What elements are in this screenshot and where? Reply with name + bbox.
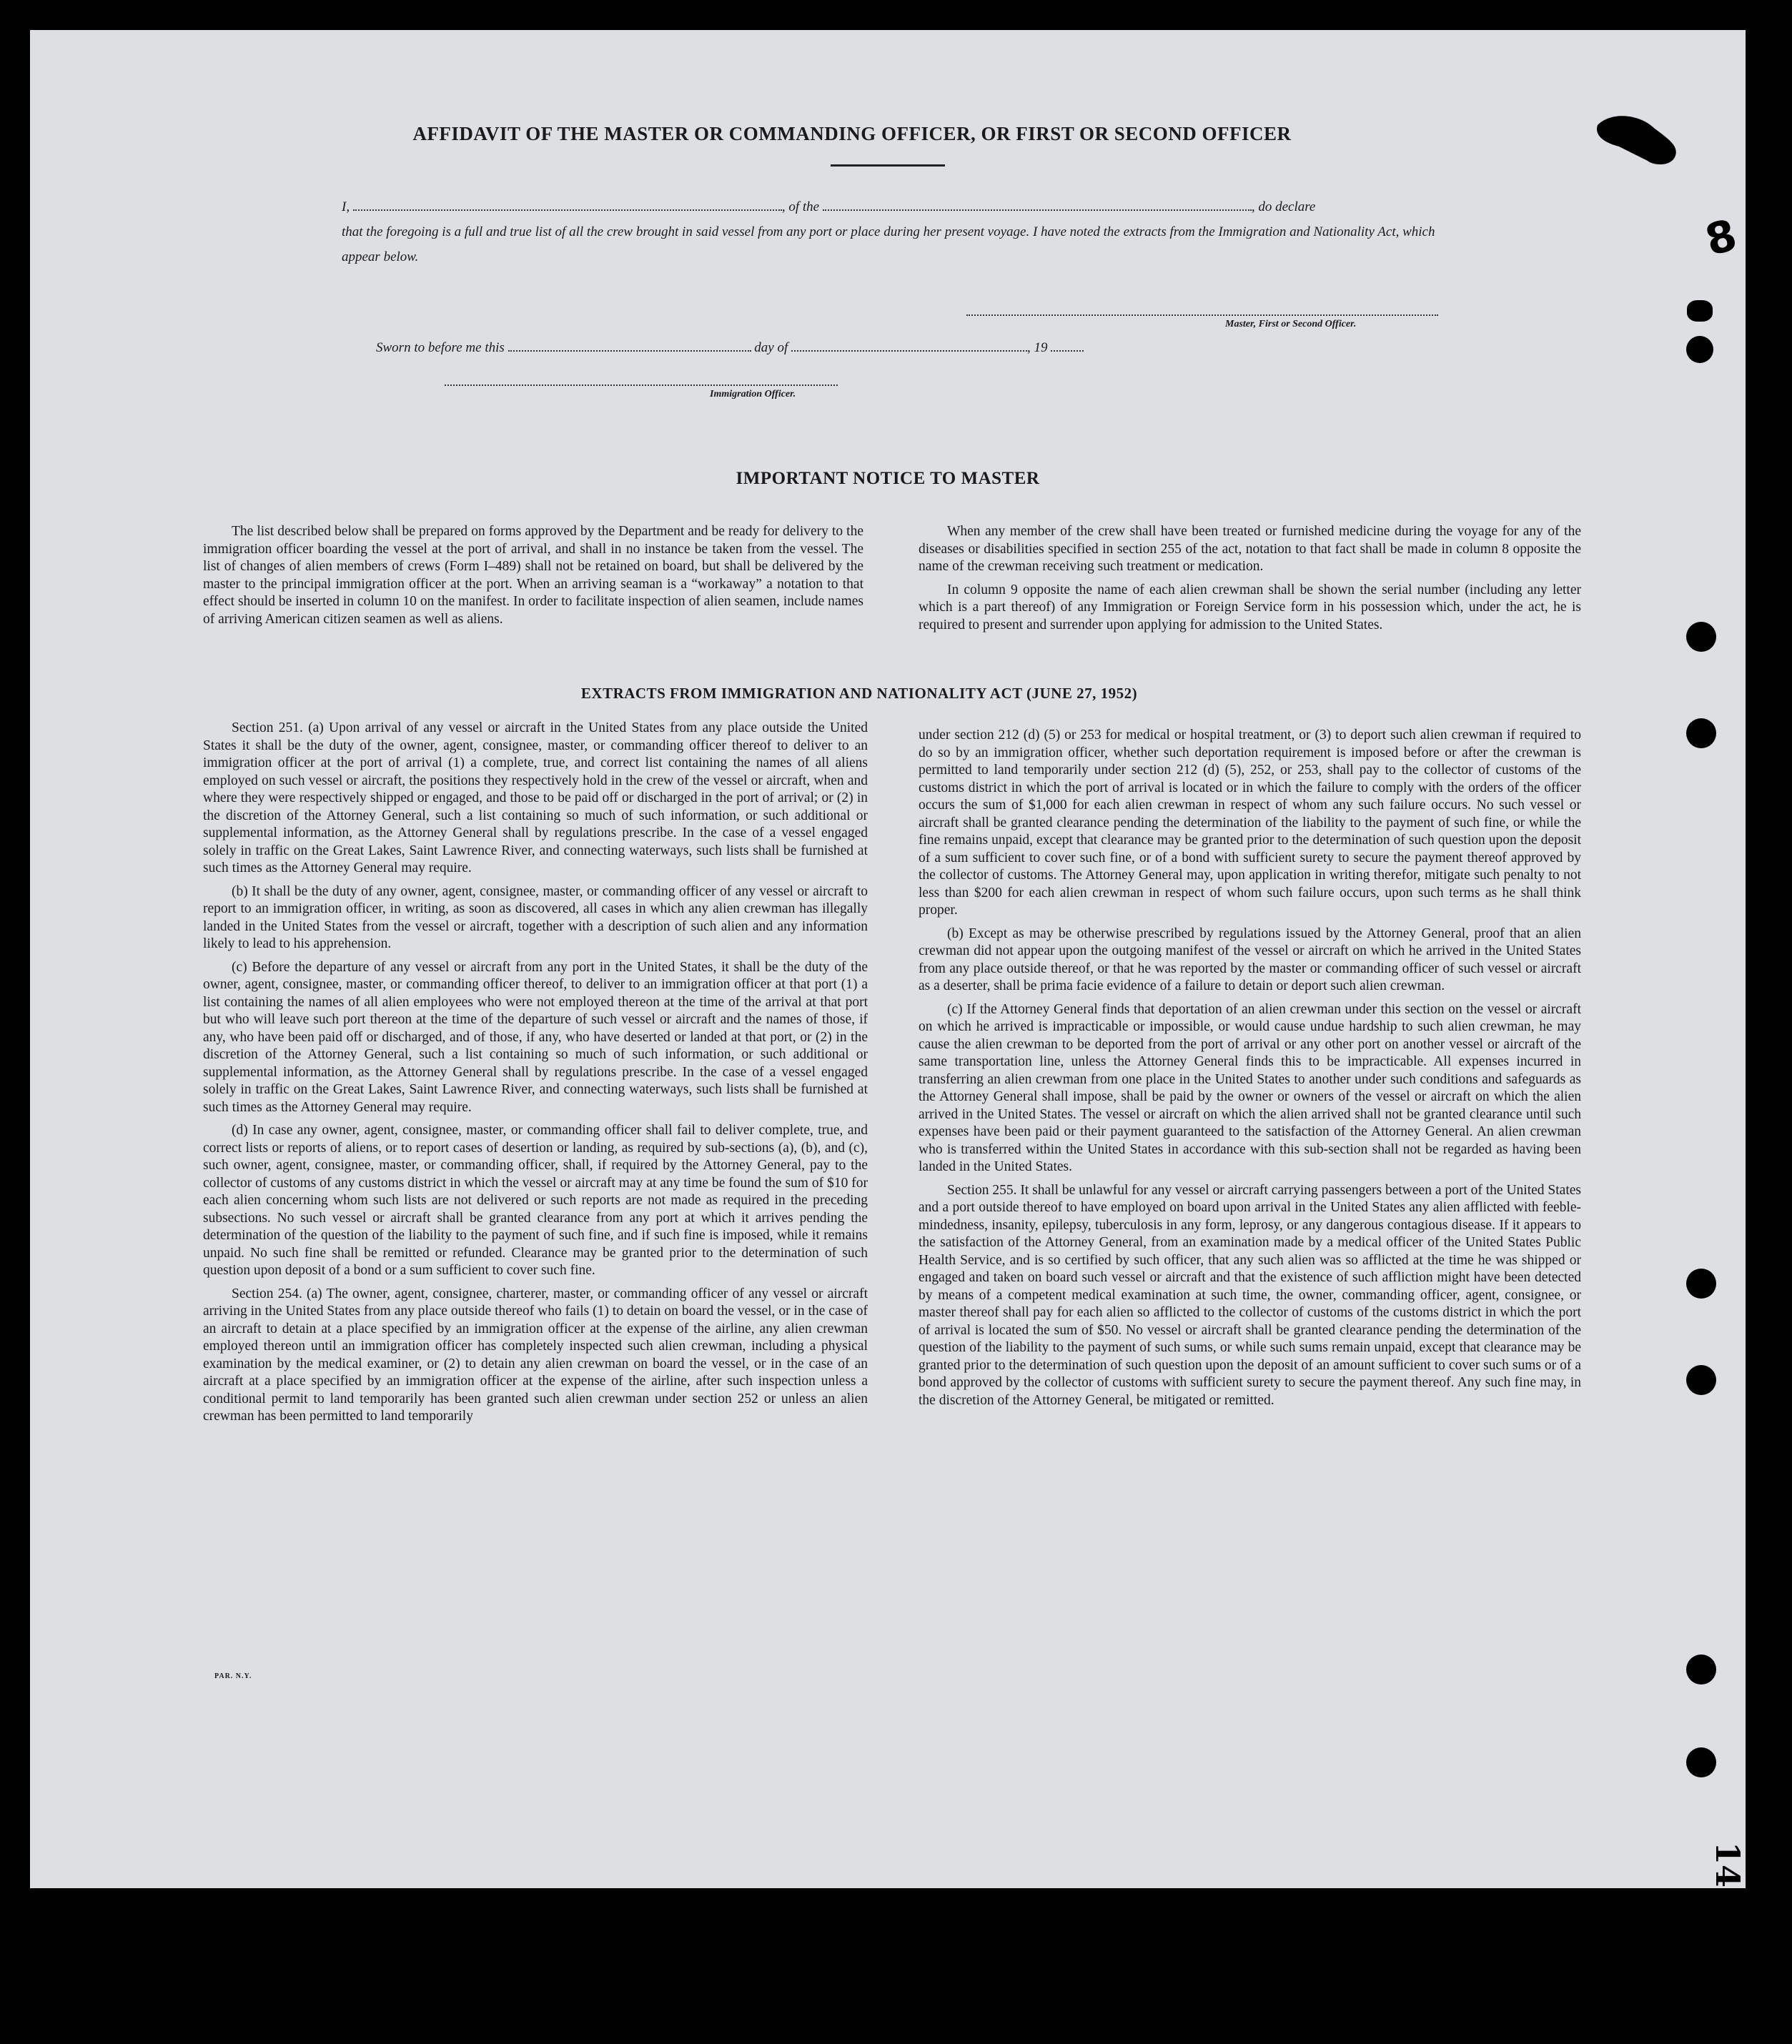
officer-signature-label: Immigration Officer. — [710, 389, 796, 400]
notice-title: IMPORTANT NOTICE TO MASTER — [736, 469, 1040, 488]
do-declare-label: , do declare — [1251, 199, 1316, 214]
vessel-field[interactable] — [823, 197, 1252, 211]
form-sheet — [30, 30, 1746, 1888]
extract-paragraph: (d) In case any owner, agent, consignee, master, or commanding officer shall fail to deliver complete, true, and correct lists or reports of aliens, or to report cases of desertion or landing, as required by sub-sections (a), (b), and (c), such owner, agent, consignee, master, or commanding officer, shall, if required by the Attorney General, pay to the collector of customs of any customs district in which the vessel or aircraft may at any time be found the sum of $10 for each alien concerning whom such lists are not delivered or such reports are not made as required in the preceding subsections. No such vessel or aircraft shall be granted clearance from any port at which it arrives pending the determination of the question of the liability to the payment of such fine, and if such fine is imposed, while it remains unpaid. No such fine shall be remitted or refunded. Clearance may be granted prior to the determination of such question upon deposit of a bond or a sum sufficient to cover such fine. — [203, 1123, 868, 1278]
sworn-year-field[interactable] — [1051, 337, 1084, 352]
extract-paragraph: (b) It shall be the duty of any owner, agent, consignee, master, or commanding officer of any vessel or aircraft to report to an immigration officer, in writing, as soon as discovered, all cases in which any alien crewman has illegally landed in the United States from the vessel or aircraft, together with a description of such alien and any information likely to lead to his apprehension. — [203, 883, 868, 951]
affidavit-title: AFFIDAVIT OF THE MASTER OR COMMANDING OFFICER, OR FIRST OR SECOND OFFICER — [412, 123, 1292, 144]
punch-hole — [1686, 622, 1716, 652]
handwritten-page-mark: 14 — [1708, 1841, 1748, 1888]
year-label: , 19 — [1027, 340, 1048, 355]
declaration-block — [342, 194, 1471, 269]
notice-right-text-2: In column 9 opposite the name of each alien crewman shall be shown the serial number (including any letter which is a part thereof) of any Immigration or Foreign Service form in his possession which, under the act, he is required to present and surrender upon applying for admission to the United States. — [919, 582, 1581, 632]
notice-left-text: The list described below shall be prepared on forms approved by the Department and be ready for delivery to the immigration officer boarding the vessel at the port of arrival, and shall in no instance be taken from the vessel. The list of changes of alien members of crews (Form I–489) shall not be retained on board, but shall be delivered by the master to the principal immigration officer at the port. When an arriving seaman is a “workaway” a notation to that effect should be inserted in column 10 on the manifest. In order to facilitate inspection of alien seamen, include names of arriving American citizen seamen as well as aliens. — [203, 524, 863, 627]
extract-paragraph: Section 251. (a) Upon arrival of any vessel or aircraft in the United States from any place outside the United States it shall be the duty of the owner, agent, consignee, master, or commanding officer thereof to deliver to an immigration officer at the port of arrival (1) a complete, true, and correct list containing the names of all aliens employed on such vessel or aircraft, the positions they respectively hold in the crew of the vessel or aircraft, when and where they were respectively shipped or engaged, and those to be paid off or discharged in the port of arrival; or (2) in the discretion of the Attorney General, such a list containing so much of such information, or such additional or supplemental information, as the Attorney General shall by regulations prescribe. In the case of a vessel engaged solely in traffic on the Great Lakes, Saint Lawrence River, and connecting waterways, such lists shall be furnished at such times as the Attorney General may require. — [203, 720, 868, 875]
punch-hole — [1686, 1269, 1716, 1299]
extract-paragraph: (c) If the Attorney General finds that deportation of an alien crewman under this section on the vessel or aircraft on which he arrived is impracticable or impossible, or would cause undue hardship to such alien crewman, he may cause the alien crewman to be deported from the port of arrival or any other port on another vessel or aircraft of the same transportation line, unless the Attorney General finds this to be impracticable. All expenses incurred in transferring an alien crewman from one place in the United States to another under such conditions and safeguards as the Attorney General shall impose, shall be paid by the owner or owners of the vessel or aircraft on which the alien arrived in the United States. The vessel or aircraft on which the alien arrived shall not be granted clearance until such expenses have been paid or their payment guaranteed to the satisfaction of the Attorney General. An alien crewman who is transferred within the United States in accordance with this sub-section shall not be regarded as having been landed in the United States. — [919, 1001, 1581, 1174]
declaration-line — [342, 194, 1471, 219]
master-signature-label: Master, First or Second Officer. — [1225, 319, 1357, 329]
notice-left-paragraph — [203, 523, 863, 634]
punch-hole — [1686, 1365, 1716, 1395]
sworn-label: Sworn to before me this — [376, 340, 505, 355]
extract-paragraph: (c) Before the departure of any vessel or aircraft from any port in the United States, it shall be the duty of the owner, agent, consignee, master, or commanding officer thereof, to deliver to an immigration officer at that port (1) a list containing the names of all alien employees who were not employed thereon at the time of the arrival at that port but who will leave such port thereon at the time of the departure of such vessel or aircraft and the names of those, if any, who have been paid off or discharged, and of those, if any, who have deserted or landed at that port, or (2) in the discretion of the Attorney General, such a list containing so much of such information, or such additional or supplemental information, as the Attorney General shall by regulations prescribe. In the case of a vessel engaged solely in traffic on the Great Lakes, Saint Lawrence River, and connecting waterways, such lists shall be furnished at such times as the Attorney General may require. — [203, 959, 868, 1115]
sworn-day-field[interactable] — [508, 337, 751, 352]
extracts-title: EXTRACTS FROM IMMIGRATION AND NATIONALITY ACT (JUNE 27, 1952) — [580, 685, 1138, 702]
punch-hole — [1686, 336, 1713, 363]
notice-right-text-1: When any member of the crew shall have been treated or furnished medicine during the voyage for any of the diseases or disabilities specified in section 255 of the act, notation to that fact shall be made in column 8 opposite the name of the crewman receiving such treatment or medication. — [919, 524, 1581, 574]
extract-paragraph: (b) Except as may be otherwise prescribed by regulations issued by the Attorney General, proof that an alien crewman did not appear upon the outgoing manifest of the vessel or aircraft on which he arrived in the United States from any place outside thereof, or that he was reported by the master or commanding officer of such vessel or aircraft as a deserter, shall be prima facie evidence of a failure to detain or deport such alien crewman. — [919, 926, 1581, 993]
notice-right-paragraphs — [919, 523, 1581, 640]
stamp-number: 8 — [1700, 209, 1743, 267]
printer-mark: PAR. N.Y. — [214, 1672, 252, 1680]
punch-hole — [1686, 718, 1716, 748]
extracts-left-column — [203, 720, 868, 1432]
of-the-label: , of the — [781, 199, 820, 214]
ink-blot — [1590, 107, 1683, 179]
master-signature-line[interactable] — [966, 314, 1438, 316]
i-label: I, — [342, 199, 350, 214]
officer-signature-line[interactable] — [445, 385, 838, 386]
name-field[interactable] — [353, 197, 782, 211]
extracts-right-column — [919, 727, 1581, 1415]
declaration-text: that the foregoing is a full and true list of all the crew brought in said vessel from any port or place during her present voyage. I have noted the extracts from the Immigration and Nationality Act, which appear below. — [342, 224, 1435, 264]
punch-hole — [1686, 1747, 1716, 1777]
extract-paragraph: Section 254. (a) The owner, agent, consignee, charterer, master, or commanding officer of any vessel or aircraft arriving in the United States from any place outside thereof who fails (1) to detain on board the vessel, or in the case of an aircraft to detain at a place specified by an immigration officer at the expense of the airline, any alien crewman employed thereon until an immigration officer has completely inspected such alien crewman, including a physical examination by the medical examiner, or (2) to detain any alien crewman on board the vessel, or in the case of an aircraft at a place specified by an immigration officer at the expense of the airline, after such inspection unless a conditional permit to land temporarily has been granted such alien crewman under section 252 or unless an alien crewman has been permitted to land temporarily — [203, 1286, 868, 1424]
punch-hole — [1686, 1654, 1716, 1685]
punch-hole — [1687, 300, 1713, 322]
sworn-line — [376, 337, 1084, 356]
title-rule — [831, 164, 945, 167]
extract-paragraph: under section 212 (d) (5) or 253 for medical or hospital treatment, or (3) to deport such alien crewman if required to do so by an immigration officer, whether such deportation requirement is imposed before or after the crewman is permitted to land temporarily under section 212 (d) (5), 252, or 253, shall pay to the collector of customs of the customs district in which the port of arrival is located or in which the failure to comply with the orders of the officer occurs the sum of $1,000 for each alien crewman in respect of whom any such failure occurs. No such vessel or aircraft shall be granted clearance pending the determination of the liability to the payment of such fine, or while the fine remains unpaid, except that clearance may be granted prior to the determination of such question upon the deposit of a sum sufficient to cover such fine, or of a bond with sufficient surety to secure the payment thereof approved by the collector of customs. The Attorney General may, upon application in writing therefor, mitigate such penalty to not less than $200 for each alien crewman in respect of whom such failure occurs, upon such terms as he shall think proper. — [919, 728, 1581, 918]
day-of-label: day of — [754, 340, 788, 355]
extract-paragraph: Section 255. It shall be unlawful for any vessel or aircraft carrying passengers between a port of the United States and a port outside thereof to have employed on board upon arrival in the United States any alien afflicted with feeble-mindedness, insanity, epilepsy, tuberculosis in any form, leprosy, or any dangerous contagious disease. If it appears to the satisfaction of the Attorney General, from an examination made by a medical officer of the United States Public Health Service, and is so certified by such officer, that any such alien was so afflicted at the time he was shipped or engaged and taken on board such vessel or aircraft and that the existence of such affliction might have been detected by means of a competent medical examination at such time, the owner, commanding officer, agent, consignee, or master thereof shall pay for each alien so afflicted to the collector of customs of the customs district in which the port of arrival is located the sum of $50. No vessel or aircraft shall be granted clearance pending the determination of the question of the liability to the payment of such sums, or while such sums remain unpaid, except that clearance may be granted prior to the determination of such question upon the deposit of an amount sufficient to cover such sums or of a bond approved by the collector of customs with sufficient surety to secure the payment thereof. Any such fine may, in the discretion of the Attorney General, be mitigated or remitted. — [919, 1182, 1581, 1408]
sworn-month-field[interactable] — [791, 337, 1027, 352]
